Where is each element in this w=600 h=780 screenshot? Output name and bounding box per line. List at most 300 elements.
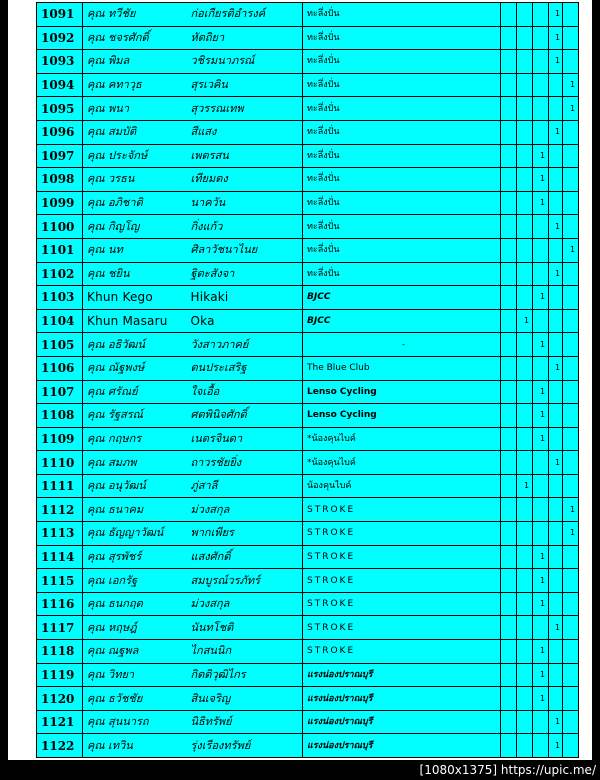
rider-surname: ศิลาวัชนาไนย [187, 238, 303, 262]
rider-club: ทะลึ่งปั่น [303, 144, 501, 168]
category-mark-cell [533, 734, 549, 758]
category-mark-cell [501, 215, 517, 239]
rider-number: 1093 [37, 50, 83, 74]
rider-number: 1103 [37, 286, 83, 310]
rider-club: STROKE [303, 522, 501, 546]
category-mark-cell [501, 26, 517, 50]
rider-name: Khun Masaru [83, 309, 187, 333]
category-mark-cell [563, 545, 579, 569]
rider-club: ทะลึ่งปั่น [303, 3, 501, 27]
rider-name: คุณ ชยิน [83, 262, 187, 286]
category-mark-cell [563, 687, 579, 711]
rider-surname: กิตติวุฒิไกร [187, 663, 303, 687]
category-mark-cell [501, 427, 517, 451]
category-mark-cell [549, 168, 563, 192]
rider-number: 1098 [37, 168, 83, 192]
category-mark-cell [533, 238, 549, 262]
rider-surname: Hikaki [187, 286, 303, 310]
table-row [37, 120, 579, 144]
category-mark: 1 [533, 286, 549, 310]
category-mark-cell [533, 616, 549, 640]
category-mark-cell [549, 427, 563, 451]
category-mark: 1 [533, 545, 549, 569]
category-mark: 1 [533, 191, 549, 215]
category-mark-cell [549, 404, 563, 428]
rider-surname: เพตรสน [187, 144, 303, 168]
rider-club: ทะลึ่งปั่น [303, 97, 501, 121]
rider-club: STROKE [303, 616, 501, 640]
category-mark-cell [501, 50, 517, 74]
rider-club: ทะลึ่งปั่น [303, 168, 501, 192]
rider-number: 1101 [37, 238, 83, 262]
category-mark-cell [549, 238, 563, 262]
rider-number: 1121 [37, 710, 83, 734]
rider-club: ทะลึ่งปั่น [303, 238, 501, 262]
rider-surname: เทียมตง [187, 168, 303, 192]
rider-surname: พากเพียร [187, 522, 303, 546]
category-mark-cell [517, 50, 533, 74]
category-mark-cell [517, 3, 533, 27]
category-mark-cell [549, 474, 563, 498]
category-mark-cell [533, 215, 549, 239]
category-mark-cell [533, 97, 549, 121]
image-host-footer: [1080x1375] https://upic.me/ [419, 763, 596, 777]
table-row [37, 451, 579, 475]
rider-name: คุณ พิมล [83, 50, 187, 74]
category-mark-cell [549, 569, 563, 593]
rider-club: - [303, 333, 501, 357]
category-mark: 1 [563, 498, 579, 522]
rider-name: คุณ อธิวัฒน์ [83, 333, 187, 357]
rider-name: คุณ อภิชาติ [83, 191, 187, 215]
category-mark-cell [549, 286, 563, 310]
rider-surname: กิ่งแก้ว [187, 215, 303, 239]
rider-club: แรงน่องปราณบุรี [303, 663, 501, 687]
rider-club: ทะลึ่งปั่น [303, 73, 501, 97]
category-mark-cell [501, 710, 517, 734]
table-row [37, 97, 579, 121]
rider-surname: ศตพินิจศักดิ์ [187, 404, 303, 428]
rider-name: คุณ ณฐพล [83, 640, 187, 664]
category-mark-cell [549, 333, 563, 357]
category-mark-cell [533, 120, 549, 144]
category-mark-cell [563, 640, 579, 664]
category-mark-cell [517, 356, 533, 380]
rider-club: ทะลึ่งปั่น [303, 26, 501, 50]
category-mark-cell [563, 356, 579, 380]
rider-surname: วังสาวภาคย์ [187, 333, 303, 357]
rider-name: คุณ วรธน [83, 168, 187, 192]
table-row [37, 640, 579, 664]
table-row [37, 427, 579, 451]
category-mark-cell [501, 3, 517, 27]
table-row [37, 262, 579, 286]
category-mark-cell [501, 97, 517, 121]
category-mark-cell [501, 120, 517, 144]
table-row [37, 380, 579, 404]
table-row [37, 144, 579, 168]
category-mark-cell [501, 309, 517, 333]
rider-surname: ฐิตะสังจา [187, 262, 303, 286]
rider-surname: ม่วงสกุล [187, 592, 303, 616]
rider-name: คุณ สมภพ [83, 451, 187, 475]
rider-surname: หัตถิยา [187, 26, 303, 50]
rider-name: คุณ ธัญญาวัฒน์ [83, 522, 187, 546]
table-row [37, 50, 579, 74]
rider-surname: นาควัน [187, 191, 303, 215]
category-mark-cell [501, 734, 517, 758]
rider-club: BJCC [303, 309, 501, 333]
rider-club: STROKE [303, 592, 501, 616]
rider-number: 1102 [37, 262, 83, 286]
table-row [37, 333, 579, 357]
category-mark-cell [563, 191, 579, 215]
category-mark-cell [501, 545, 517, 569]
category-mark-cell [563, 333, 579, 357]
category-mark-cell [563, 215, 579, 239]
rider-surname: ถาวรชัยยิ่ง [187, 451, 303, 475]
category-mark-cell [501, 498, 517, 522]
category-mark: 1 [533, 569, 549, 593]
category-mark: 1 [549, 3, 563, 27]
category-mark-cell [563, 309, 579, 333]
category-mark-cell [501, 522, 517, 546]
category-mark-cell [501, 191, 517, 215]
rider-number: 1091 [37, 3, 83, 27]
category-mark-cell [501, 144, 517, 168]
rider-number: 1120 [37, 687, 83, 711]
category-mark-cell [549, 640, 563, 664]
category-mark-cell [563, 616, 579, 640]
rider-surname: นันทโชติ [187, 616, 303, 640]
category-mark-cell [563, 3, 579, 27]
rider-number: 1114 [37, 545, 83, 569]
category-mark: 1 [533, 380, 549, 404]
category-mark: 1 [533, 592, 549, 616]
rider-roster-table [36, 2, 579, 758]
rider-name: คุณ สมบัติ [83, 120, 187, 144]
category-mark-cell [501, 333, 517, 357]
rider-number: 1100 [37, 215, 83, 239]
category-mark-cell [563, 262, 579, 286]
category-mark-cell [501, 356, 517, 380]
rider-number: 1117 [37, 616, 83, 640]
rider-club: *น้องคุนไบค์ [303, 427, 501, 451]
rider-number: 1094 [37, 73, 83, 97]
table-row [37, 687, 579, 711]
rider-club: STROKE [303, 498, 501, 522]
rider-club: ทะลึ่งปั่น [303, 262, 501, 286]
table-row [37, 3, 579, 27]
category-mark-cell [549, 73, 563, 97]
category-mark-cell [549, 144, 563, 168]
category-mark-cell [501, 286, 517, 310]
category-mark-cell [563, 592, 579, 616]
rider-name: คุณ ชจรศักดิ์ [83, 26, 187, 50]
category-mark-cell [549, 663, 563, 687]
rider-surname: Oka [187, 309, 303, 333]
rider-name: คุณ คทาวุธ [83, 73, 187, 97]
rider-surname: ใจเอื้อ [187, 380, 303, 404]
rider-name: คุณ สุนนารถ [83, 710, 187, 734]
rider-surname: สุรเวคิน [187, 73, 303, 97]
category-mark: 1 [533, 663, 549, 687]
rider-number: 1092 [37, 26, 83, 50]
category-mark-cell [501, 687, 517, 711]
table-row [37, 356, 579, 380]
category-mark-cell [563, 569, 579, 593]
category-mark-cell [549, 592, 563, 616]
category-mark: 1 [517, 309, 533, 333]
category-mark-cell [563, 734, 579, 758]
rider-number: 1104 [37, 309, 83, 333]
category-mark-cell [501, 569, 517, 593]
category-mark-cell [501, 616, 517, 640]
category-mark-cell [501, 404, 517, 428]
category-mark: 1 [549, 215, 563, 239]
table-row [37, 710, 579, 734]
table-row [37, 168, 579, 192]
rider-number: 1118 [37, 640, 83, 664]
rider-name: คุณ กฤษกร [83, 427, 187, 451]
rider-surname: ม่วงสกุล [187, 498, 303, 522]
category-mark-cell [501, 168, 517, 192]
rider-number: 1113 [37, 522, 83, 546]
rider-name: คุณ เทวิน [83, 734, 187, 758]
table-row [37, 238, 579, 262]
rider-surname: วชิรมนาภรณ์ [187, 50, 303, 74]
rider-name: คุณ ทวีชัย [83, 3, 187, 27]
rider-club: แรงน่องปราณบุรี [303, 734, 501, 758]
category-mark-cell [533, 710, 549, 734]
table-row [37, 286, 579, 310]
rider-club: STROKE [303, 640, 501, 664]
category-mark-cell [517, 286, 533, 310]
category-mark: 1 [533, 404, 549, 428]
table-row [37, 663, 579, 687]
category-mark-cell [517, 73, 533, 97]
document-page [8, 0, 592, 760]
category-mark-cell [549, 545, 563, 569]
category-mark-cell [517, 687, 533, 711]
rider-club: Lenso Cycling [303, 380, 501, 404]
category-mark-cell [517, 710, 533, 734]
category-mark-cell [563, 474, 579, 498]
table-row [37, 734, 579, 758]
rider-name: คุณ ธนกฤต [83, 592, 187, 616]
category-mark-cell [563, 50, 579, 74]
category-mark-cell [533, 309, 549, 333]
category-mark-cell [563, 144, 579, 168]
category-mark-cell [517, 522, 533, 546]
category-mark-cell [563, 168, 579, 192]
category-mark: 1 [549, 262, 563, 286]
category-mark-cell [563, 663, 579, 687]
rider-name: คุณ อนุวัฒน์ [83, 474, 187, 498]
category-mark-cell [549, 687, 563, 711]
rider-name: คุณ ประจักษ์ [83, 144, 187, 168]
category-mark-cell [501, 451, 517, 475]
rider-number: 1106 [37, 356, 83, 380]
category-mark: 1 [563, 73, 579, 97]
table-row [37, 73, 579, 97]
rider-number: 1108 [37, 404, 83, 428]
rider-number: 1122 [37, 734, 83, 758]
category-mark-cell [517, 26, 533, 50]
rider-number: 1109 [37, 427, 83, 451]
rider-name: Khun Kego [83, 286, 187, 310]
table-row [37, 191, 579, 215]
category-mark: 1 [533, 687, 549, 711]
category-mark-cell [517, 120, 533, 144]
category-mark: 1 [549, 120, 563, 144]
rider-club: ทะลึ่งปั่น [303, 215, 501, 239]
rider-number: 1099 [37, 191, 83, 215]
rider-club: STROKE [303, 569, 501, 593]
category-mark-cell [517, 380, 533, 404]
table-row [37, 616, 579, 640]
rider-surname: สินเจริญ [187, 687, 303, 711]
category-mark: 1 [533, 144, 549, 168]
category-mark: 1 [563, 522, 579, 546]
rider-number: 1107 [37, 380, 83, 404]
category-mark-cell [549, 97, 563, 121]
category-mark: 1 [533, 333, 549, 357]
category-mark-cell [517, 191, 533, 215]
rider-number: 1110 [37, 451, 83, 475]
table-row [37, 592, 579, 616]
rider-surname: รุ่งเรืองทรัพย์ [187, 734, 303, 758]
rider-name: คุณ พนา [83, 97, 187, 121]
category-mark-cell [533, 498, 549, 522]
category-mark-cell [563, 427, 579, 451]
category-mark: 1 [563, 97, 579, 121]
category-mark: 1 [549, 356, 563, 380]
table-row [37, 404, 579, 428]
category-mark: 1 [549, 710, 563, 734]
rider-number: 1097 [37, 144, 83, 168]
rider-number: 1115 [37, 569, 83, 593]
rider-name: คุณ สุรพัชร์ [83, 545, 187, 569]
rider-club: The Blue Club [303, 356, 501, 380]
category-mark-cell [517, 168, 533, 192]
category-mark-cell [501, 474, 517, 498]
category-mark-cell [533, 262, 549, 286]
rider-surname: ก่อเกียรติอำรงค์ [187, 3, 303, 27]
table-row [37, 215, 579, 239]
category-mark-cell [501, 380, 517, 404]
roster-body [37, 3, 579, 758]
category-mark: 1 [549, 26, 563, 50]
table-row [37, 474, 579, 498]
category-mark-cell [549, 309, 563, 333]
category-mark-cell [563, 710, 579, 734]
category-mark-cell [517, 663, 533, 687]
rider-surname: นิธิทรัพย์ [187, 710, 303, 734]
rider-surname: แสงศักดิ์ [187, 545, 303, 569]
category-mark-cell [533, 474, 549, 498]
rider-name: คุณ ศรัณย์ [83, 380, 187, 404]
category-mark-cell [533, 3, 549, 27]
rider-surname: สุวรรณเทพ [187, 97, 303, 121]
rider-name: คุณ ธนาคม [83, 498, 187, 522]
category-mark: 1 [549, 451, 563, 475]
category-mark-cell [563, 26, 579, 50]
category-mark-cell [517, 262, 533, 286]
category-mark-cell [501, 262, 517, 286]
category-mark-cell [517, 451, 533, 475]
category-mark-cell [501, 640, 517, 664]
category-mark-cell [517, 333, 533, 357]
category-mark-cell [517, 238, 533, 262]
category-mark: 1 [549, 616, 563, 640]
category-mark-cell [517, 144, 533, 168]
category-mark-cell [533, 451, 549, 475]
category-mark-cell [517, 97, 533, 121]
rider-club: STROKE [303, 545, 501, 569]
category-mark-cell [533, 522, 549, 546]
rider-name: คุณ นท [83, 238, 187, 262]
category-mark-cell [517, 498, 533, 522]
rider-club: ทะลึ่งปั่น [303, 191, 501, 215]
category-mark: 1 [549, 734, 563, 758]
category-mark-cell [517, 569, 533, 593]
category-mark: 1 [533, 168, 549, 192]
category-mark-cell [501, 73, 517, 97]
rider-surname: ภู่สาลี [187, 474, 303, 498]
rider-number: 1105 [37, 333, 83, 357]
category-mark-cell [501, 238, 517, 262]
table-row [37, 569, 579, 593]
category-mark-cell [533, 356, 549, 380]
category-mark-cell [517, 616, 533, 640]
table-row [37, 26, 579, 50]
rider-surname: ไกสนนิก [187, 640, 303, 664]
rider-club: ทะลึ่งปั่น [303, 120, 501, 144]
rider-club: แรงน่องปราณบุรี [303, 687, 501, 711]
category-mark-cell [517, 215, 533, 239]
rider-name: คุณ หฤษฎ์ [83, 616, 187, 640]
table-row [37, 498, 579, 522]
category-mark-cell [517, 404, 533, 428]
category-mark-cell [563, 120, 579, 144]
category-mark-cell [549, 380, 563, 404]
rider-number: 1111 [37, 474, 83, 498]
category-mark-cell [517, 427, 533, 451]
category-mark-cell [517, 734, 533, 758]
rider-name: คุณ วิทยา [83, 663, 187, 687]
rider-name: คุณ ณัฐพงษ์ [83, 356, 187, 380]
rider-name: คุณ เอกรัฐ [83, 569, 187, 593]
category-mark-cell [517, 592, 533, 616]
rider-name: คุณ ธวัชชัย [83, 687, 187, 711]
rider-surname: เนตรจินดา [187, 427, 303, 451]
rider-club: น้องคุนไบค์ [303, 474, 501, 498]
rider-club: *น้องคุนไบค์ [303, 451, 501, 475]
rider-number: 1095 [37, 97, 83, 121]
category-mark: 1 [533, 640, 549, 664]
category-mark-cell [517, 640, 533, 664]
rider-surname: ตนประเสริฐ [187, 356, 303, 380]
rider-name: คุณ กิญโญ [83, 215, 187, 239]
category-mark-cell [549, 522, 563, 546]
rider-club: Lenso Cycling [303, 404, 501, 428]
rider-name: คุณ รัฐสรณ์ [83, 404, 187, 428]
rider-club: แรงน่องปราณบุรี [303, 710, 501, 734]
rider-club: BJCC [303, 286, 501, 310]
category-mark-cell [533, 50, 549, 74]
category-mark-cell [501, 592, 517, 616]
